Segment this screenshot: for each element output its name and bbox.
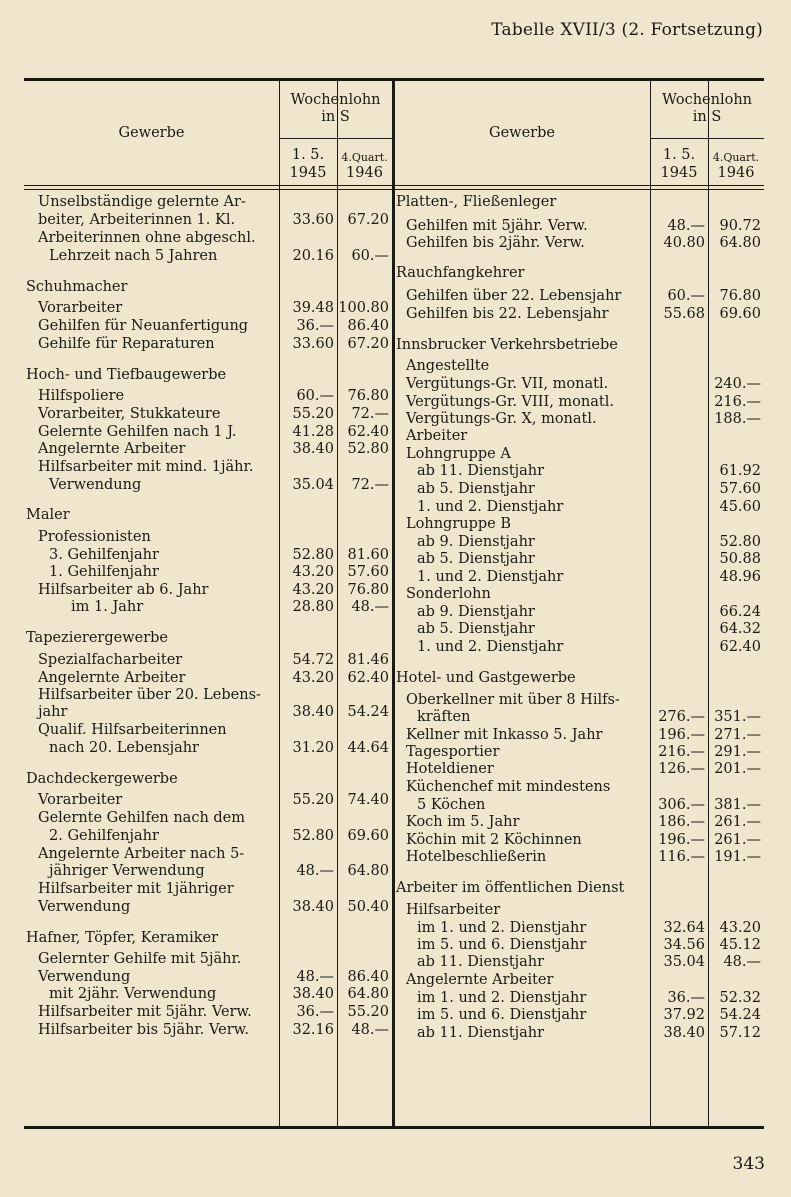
table-row-label: Verwendung <box>49 477 142 493</box>
value-1945: 36.— <box>667 990 705 1006</box>
header-wochenlohn-right: Wochenlohn <box>661 92 753 108</box>
value-1945: 196.— <box>658 832 705 848</box>
table-row-label: Hotelbeschließerin <box>406 849 547 865</box>
header-wochenlohn-left: Wochenlohn <box>290 92 381 108</box>
header-col1-year-right: 1945 <box>660 165 698 181</box>
table-row-label: Verwendung <box>38 969 131 985</box>
table-row-label: Spezialfacharbeiter <box>38 652 183 668</box>
value-1945: 31.20 <box>292 740 334 756</box>
table-row-label: ab 11. Dienstjahr <box>417 463 545 479</box>
table-row-label: Vorarbeiter, Stukkateure <box>38 406 221 422</box>
table-row-label: im 1. Jahr <box>71 599 144 615</box>
table-row-label: Hilfspoliere <box>38 388 125 404</box>
value-1946: 45.12 <box>719 937 761 953</box>
value-1945: 48.— <box>296 969 334 985</box>
table-row-label: 1. und 2. Dienstjahr <box>417 639 564 655</box>
table-row-label: Vorarbeiter <box>38 792 123 808</box>
header-unit-right: in S <box>692 109 722 125</box>
value-1945: 60.— <box>667 288 705 304</box>
value-1945: 28.80 <box>292 599 334 615</box>
table-row-label: Angestellte <box>406 358 490 374</box>
table-row-label: Hilfsarbeiter über 20. Lebens- <box>38 687 261 703</box>
table-row-label: Tagesportier <box>406 744 500 760</box>
section-heading: Innsbrucker Verkehrsbetriebe <box>396 337 618 353</box>
header-col2-year-left: 1946 <box>346 165 383 181</box>
table-row-label: Lehrzeit nach 5 Jahren <box>49 248 218 264</box>
value-1945: 36.— <box>296 318 334 334</box>
value-1946: 69.60 <box>347 828 389 844</box>
value-1946: 64.80 <box>347 863 389 879</box>
table-row-label: Vergütungs-Gr. VII, monatl. <box>406 376 609 392</box>
value-1946: 81.46 <box>347 652 389 668</box>
value-1946: 48.— <box>723 954 761 970</box>
value-1946: 55.20 <box>347 1004 389 1020</box>
value-1946: 261.— <box>714 832 761 848</box>
value-1946: 57.60 <box>347 564 389 580</box>
table-row-label: Hilfsarbeiter mit mind. 1jähr. <box>38 459 254 475</box>
table-row-label: ab 11. Dienstjahr <box>417 954 545 970</box>
header-col2-right: 4.Quart. <box>712 151 760 164</box>
value-1946: 61.92 <box>719 463 761 479</box>
header-rule <box>650 138 764 139</box>
section-heading: Arbeiter im öffentlichen Dienst <box>396 880 625 896</box>
table-row-label: ab 5. Dienstjahr <box>417 621 535 637</box>
table-row-label: Hilfsarbeiter mit 5jähr. Verw. <box>38 1004 252 1020</box>
table-row-label: Hilfsarbeiter bis 5jähr. Verw. <box>38 1022 249 1038</box>
table-row-label: Hoteldiener <box>406 761 494 777</box>
value-1945: 126.— <box>658 761 705 777</box>
table-row-label: ab 5. Dienstjahr <box>417 481 535 497</box>
table-row-label: Koch im 5. Jahr <box>406 814 520 830</box>
table-row-label: 1. und 2. Dienstjahr <box>417 569 564 585</box>
value-1945: 54.72 <box>292 652 334 668</box>
value-1946: 291.— <box>714 744 761 760</box>
table-row-label: Gehilfen bis 2jähr. Verw. <box>406 235 585 251</box>
value-1945: 52.80 <box>292 828 334 844</box>
header-unit-left: in S <box>321 109 350 125</box>
value-1945: 116.— <box>658 849 705 865</box>
table-row-label: jahr <box>38 704 68 720</box>
value-1945: 55.20 <box>292 792 334 808</box>
table-row-label: Gehilfen bis 22. Lebensjahr <box>406 306 609 322</box>
value-1945: 216.— <box>658 744 705 760</box>
section-heading: Platten-, Fließenleger <box>396 194 557 210</box>
wage-table <box>24 78 764 1129</box>
value-1946: 48.— <box>351 599 389 615</box>
table-row-label: ab 5. Dienstjahr <box>417 551 535 567</box>
value-1946: 45.60 <box>719 499 761 515</box>
header-rule <box>24 189 764 190</box>
table-row-label: beiter, Arbeiterinnen 1. Kl. <box>38 212 236 228</box>
value-1945: 43.20 <box>292 582 334 598</box>
table-row-label: Angelernte Arbeiter <box>38 670 186 686</box>
value-1945: 41.28 <box>292 424 334 440</box>
table-row-label: Gelernte Gehilfen nach 1 J. <box>38 424 237 440</box>
table-row-label: Sonderlohn <box>406 586 491 602</box>
value-1945: 43.20 <box>292 670 334 686</box>
header-gewerbe-right: Gewerbe <box>489 125 555 141</box>
table-row-label: mit 2jähr. Verwendung <box>49 986 217 1002</box>
table-row-label: 1. Gehilfenjahr <box>49 564 159 580</box>
table-row-label: Gehilfen für Neuanfertigung <box>38 318 249 334</box>
table-row-label: Angelernte Arbeiter nach 5- <box>38 846 245 862</box>
value-1945: 35.04 <box>663 954 705 970</box>
center-divider <box>392 81 395 1126</box>
table-row-label: Gehilfen über 22. Lebensjahr <box>406 288 622 304</box>
value-1946: 62.40 <box>347 424 389 440</box>
value-1946: 67.20 <box>347 336 389 352</box>
value-1946: 86.40 <box>347 318 389 334</box>
value-1946: 64.80 <box>347 986 389 1002</box>
header-col2-left: 4.Quart. <box>341 151 388 164</box>
value-1946: 72.— <box>351 477 389 493</box>
table-row-label: Küchenchef mit mindestens <box>406 779 611 795</box>
value-1946: 48.— <box>351 1022 389 1038</box>
value-1946: 48.96 <box>719 569 761 585</box>
table-row-label: Hilfsarbeiter ab 6. Jahr <box>38 582 209 598</box>
value-1945: 38.40 <box>292 441 334 457</box>
value-1946: 381.— <box>714 797 761 813</box>
value-1945: 37.92 <box>663 1007 705 1023</box>
value-1946: 76.80 <box>719 288 761 304</box>
value-1946: 351.— <box>714 709 761 725</box>
value-1945: 33.60 <box>292 336 334 352</box>
value-1945: 196.— <box>658 727 705 743</box>
value-1946: 43.20 <box>719 920 761 936</box>
value-1946: 271.— <box>714 727 761 743</box>
value-1946: 50.40 <box>347 899 389 915</box>
value-1945: 40.80 <box>663 235 705 251</box>
value-1946: 201.— <box>714 761 761 777</box>
header-rule <box>24 185 764 186</box>
value-1946: 81.60 <box>347 547 389 563</box>
section-heading: Maler <box>26 507 70 523</box>
value-1945: 39.48 <box>292 300 334 316</box>
section-heading: Schuhmacher <box>26 279 128 295</box>
table-row-label: Lohngruppe A <box>406 446 511 462</box>
header-gewerbe-left: Gewerbe <box>118 125 185 141</box>
value-1946: 76.80 <box>347 582 389 598</box>
table-row-label: Vergütungs-Gr. X, monatl. <box>406 411 597 427</box>
header-col1-right: 1. 5. <box>662 147 696 163</box>
value-1946: 57.60 <box>719 481 761 497</box>
table-row-label: Hilfsarbeiter <box>406 902 501 918</box>
section-heading: Rauchfangkehrer <box>396 265 525 281</box>
value-1946: 188.— <box>714 411 761 427</box>
value-1946: 69.60 <box>719 306 761 322</box>
value-1946: 62.40 <box>347 670 389 686</box>
value-1945: 306.— <box>658 797 705 813</box>
value-1946: 66.24 <box>719 604 761 620</box>
value-1946: 52.80 <box>347 441 389 457</box>
value-1945: 60.— <box>296 388 334 404</box>
value-1945: 52.80 <box>292 547 334 563</box>
value-1945: 34.56 <box>663 937 705 953</box>
table-row-label: 2. Gehilfenjahr <box>49 828 159 844</box>
table-caption: Tabelle XVII/3 (2. Fortsetzung) <box>491 20 763 40</box>
section-heading: Hafner, Töpfer, Keramiker <box>26 930 219 946</box>
value-1945: 35.04 <box>292 477 334 493</box>
page-number: 343 <box>732 1154 765 1174</box>
value-1945: 38.40 <box>292 899 334 915</box>
value-1945: 32.16 <box>292 1022 334 1038</box>
table-row-label: ab 9. Dienstjahr <box>417 604 535 620</box>
table-row-label: kräften <box>417 709 471 725</box>
value-1946: 52.32 <box>719 990 761 1006</box>
table-row-label: Qualif. Hilfsarbeiterinnen <box>38 722 227 738</box>
header-col1-year-left: 1945 <box>289 165 327 181</box>
value-1946: 240.— <box>714 376 761 392</box>
value-1945: 43.20 <box>292 564 334 580</box>
value-1946: 100.80 <box>338 300 389 316</box>
value-1945: 55.20 <box>292 406 334 422</box>
value-1946: 90.72 <box>719 218 761 234</box>
table-row-label: Arbeiter <box>406 428 468 444</box>
table-row-label: ab 11. Dienstjahr <box>417 1025 545 1041</box>
value-1945: 48.— <box>667 218 705 234</box>
table-row-label: im 5. und 6. Dienstjahr <box>417 937 587 953</box>
header-col1-left: 1. 5. <box>291 147 325 163</box>
table-row-label: im 5. und 6. Dienstjahr <box>417 1007 587 1023</box>
table-row-label: jähriger Verwendung <box>49 863 205 879</box>
table-row-label: Angelernte Arbeiter <box>406 972 554 988</box>
value-1945: 55.68 <box>663 306 705 322</box>
table-row-label: nach 20. Lebensjahr <box>49 740 199 756</box>
header-rule <box>279 138 392 139</box>
table-row-label: Kellner mit Inkasso 5. Jahr <box>406 727 603 743</box>
table-row-label: 1. und 2. Dienstjahr <box>417 499 564 515</box>
value-1946: 76.80 <box>347 388 389 404</box>
value-1946: 67.20 <box>347 212 389 228</box>
value-1945: 48.— <box>296 863 334 879</box>
table-row-label: Hilfsarbeiter mit 1jähriger <box>38 881 234 897</box>
table-row-label: Gelernte Gehilfen nach dem <box>38 810 246 826</box>
table-row-label: Oberkellner mit über 8 Hilfs- <box>406 692 620 708</box>
header-col2-year-right: 1946 <box>717 165 755 181</box>
section-heading: Hoch- und Tiefbaugewerbe <box>26 367 227 383</box>
table-row-label: im 1. und 2. Dienstjahr <box>417 920 587 936</box>
value-1946: 54.24 <box>719 1007 761 1023</box>
section-heading: Dachdeckergewerbe <box>26 771 178 787</box>
table-row-label: Lohngruppe B <box>406 516 511 532</box>
value-1945: 20.16 <box>292 248 334 264</box>
table-row-label: Verwendung <box>38 899 131 915</box>
table-row-label: Unselbständige gelernte Ar- <box>38 194 246 210</box>
value-1946: 261.— <box>714 814 761 830</box>
table-row-label: Professionisten <box>38 529 151 545</box>
value-1946: 54.24 <box>347 704 389 720</box>
value-1945: 38.40 <box>663 1025 705 1041</box>
value-1946: 191.— <box>714 849 761 865</box>
value-1945: 33.60 <box>292 212 334 228</box>
table-row-label: Vergütungs-Gr. VIII, monatl. <box>406 394 614 410</box>
value-1945: 36.— <box>296 1004 334 1020</box>
table-row-label: Köchin mit 2 Köchinnen <box>406 832 582 848</box>
value-1946: 72.— <box>351 406 389 422</box>
table-row-label: 3. Gehilfenjahr <box>49 547 159 563</box>
value-1945: 186.— <box>658 814 705 830</box>
table-row-label: Gelernter Gehilfe mit 5jähr. <box>38 951 242 967</box>
table-row-label: Arbeiterinnen ohne abgeschl. <box>38 230 256 246</box>
section-heading: Tapezierergewerbe <box>26 630 169 646</box>
value-1946: 216.— <box>714 394 761 410</box>
value-1946: 52.80 <box>719 534 761 550</box>
value-1946: 74.40 <box>347 792 389 808</box>
value-1946: 64.80 <box>719 235 761 251</box>
value-1946: 60.— <box>351 248 389 264</box>
value-1946: 86.40 <box>347 969 389 985</box>
section-heading: Hotel- und Gastgewerbe <box>396 670 576 686</box>
value-1946: 44.64 <box>347 740 389 756</box>
value-1945: 38.40 <box>292 986 334 1002</box>
value-1946: 64.32 <box>719 621 761 637</box>
table-row-label: im 1. und 2. Dienstjahr <box>417 990 587 1006</box>
value-1945: 32.64 <box>663 920 705 936</box>
table-row-label: 5 Köchen <box>417 797 486 813</box>
value-1945: 276.— <box>658 709 705 725</box>
table-row-label: Vorarbeiter <box>38 300 123 316</box>
value-1945: 38.40 <box>292 704 334 720</box>
table-row-label: Gehilfe für Reparaturen <box>38 336 215 352</box>
value-1946: 62.40 <box>719 639 761 655</box>
table-row-label: ab 9. Dienstjahr <box>417 534 535 550</box>
table-row-label: Gehilfen mit 5jähr. Verw. <box>406 218 588 234</box>
value-1946: 50.88 <box>719 551 761 567</box>
table-row-label: Angelernte Arbeiter <box>38 441 186 457</box>
value-1946: 57.12 <box>719 1025 761 1041</box>
